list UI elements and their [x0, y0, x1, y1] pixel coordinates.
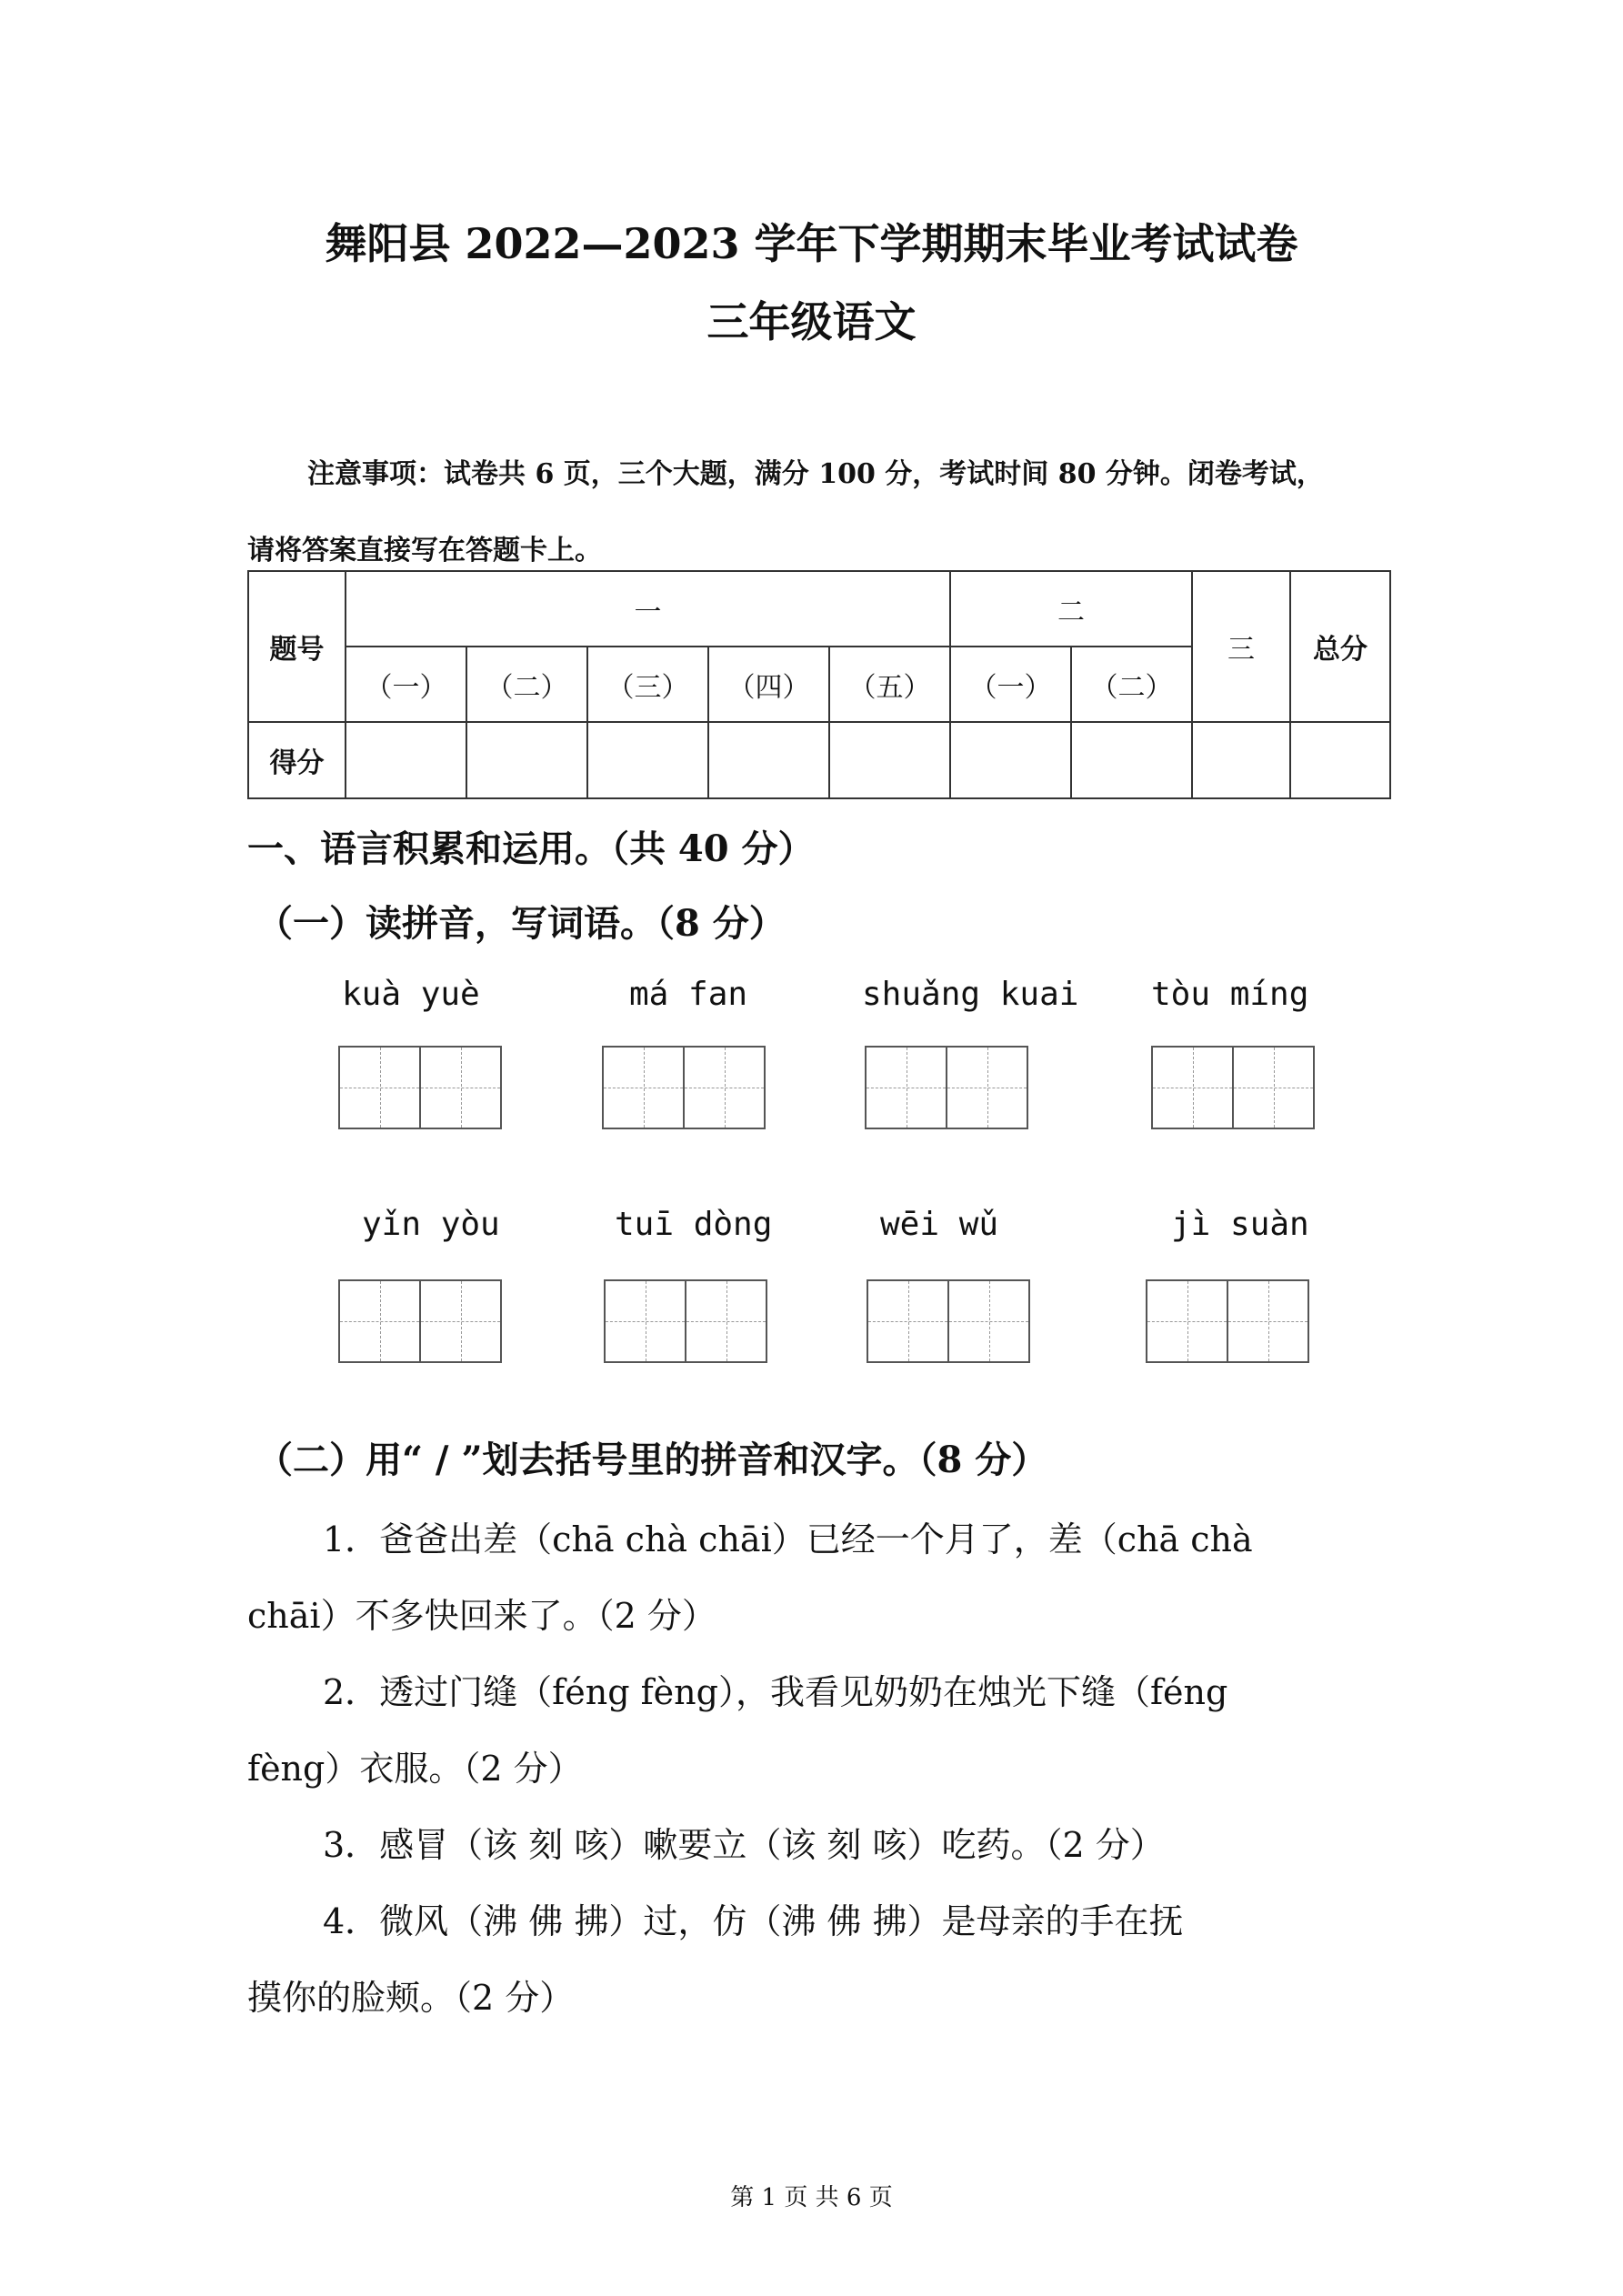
score-table-sub: （一）	[950, 647, 1071, 722]
exam-title: 舞阳县 2022—2023 学年下学期期末毕业考试试卷	[325, 219, 1298, 268]
score-table-total: 总分	[1290, 571, 1390, 722]
tianzi-grid[interactable]	[604, 1279, 767, 1363]
tianzi-grid[interactable]	[865, 1046, 1028, 1129]
tianzi-grid[interactable]	[1151, 1046, 1315, 1129]
score-cell[interactable]	[346, 722, 466, 798]
pinyin-7: wēi wǔ	[880, 1206, 999, 1243]
question-4-line2: 摸你的脸颊。（2 分）	[247, 1978, 575, 2018]
pinyin-8: jì suàn	[1171, 1206, 1309, 1243]
page-footer: 第 1 页 共 6 页	[730, 2184, 893, 2211]
part1-heading: （一）读拼音，写词语。（8 分）	[256, 902, 786, 945]
section1-heading: 一、语言积累和运用。（共 40 分）	[247, 827, 815, 870]
pinyin-4: tòu míng	[1151, 976, 1309, 1013]
score-table-sub: （二）	[466, 647, 587, 722]
notice-line2: 请将答案直接写在答题卡上。	[247, 535, 602, 566]
part2-heading: （二）用“ / ”划去括号里的拼音和汉字。（8 分）	[256, 1439, 1048, 1481]
score-table-sub: （五）	[829, 647, 950, 722]
score-table-group-1: 一	[346, 571, 950, 647]
exam-subtitle: 三年级语文	[706, 297, 917, 346]
tianzi-grid[interactable]	[867, 1279, 1030, 1363]
question-4-line1: 4．微风（沸 佛 拂）过，仿（沸 佛 拂）是母亲的手在抚	[323, 1901, 1184, 1941]
score-table-group-2: 二	[950, 571, 1192, 647]
question-2-line2: fèng）衣服。（2 分）	[247, 1749, 583, 1789]
tianzi-grid[interactable]	[338, 1046, 502, 1129]
score-table-sub: （二）	[1071, 647, 1192, 722]
score-cell[interactable]	[1192, 722, 1290, 798]
score-cell[interactable]	[829, 722, 950, 798]
tianzi-grid[interactable]	[338, 1279, 502, 1363]
score-cell[interactable]	[708, 722, 829, 798]
pinyin-3: shuǎng kuai	[862, 976, 1079, 1013]
tianzi-grid[interactable]	[602, 1046, 766, 1129]
score-cell[interactable]	[1071, 722, 1192, 798]
score-table-sub: （一）	[346, 647, 466, 722]
score-table-sub: （三）	[587, 647, 708, 722]
question-1-line1: 1．爸爸出差（chā chà chāi）已经一个月了，差（chā chà	[323, 1519, 1253, 1559]
score-cell[interactable]	[1290, 722, 1390, 798]
question-3: 3．感冒（该 刻 咳）嗽要立（该 刻 咳）吃药。（2 分）	[323, 1825, 1165, 1865]
score-cell[interactable]	[950, 722, 1071, 798]
notice-line1: 注意事项：试卷共 6 页，三个大题，满分 100 分，考试时间 80 分钟。闭卷考试，	[307, 458, 1324, 490]
tianzi-grid[interactable]	[1146, 1279, 1309, 1363]
score-table-label-score: 得分	[248, 722, 346, 798]
score-table	[247, 570, 1391, 799]
score-table-sub: （四）	[708, 647, 829, 722]
pinyin-1: kuà yuè	[342, 976, 480, 1013]
pinyin-6: tuī dòng	[615, 1206, 773, 1243]
pinyin-2: má fan	[629, 976, 748, 1013]
question-1-line2: chāi）不多快回来了。（2 分）	[247, 1596, 716, 1636]
score-table-label-question: 题号	[248, 571, 346, 722]
pinyin-5: yǐn yòu	[362, 1206, 500, 1243]
question-2-line1: 2．透过门缝（féng fèng），我看见奶奶在烛光下缝（féng	[323, 1672, 1228, 1712]
score-table-group-3: 三	[1192, 571, 1290, 722]
score-cell[interactable]	[587, 722, 708, 798]
score-cell[interactable]	[466, 722, 587, 798]
